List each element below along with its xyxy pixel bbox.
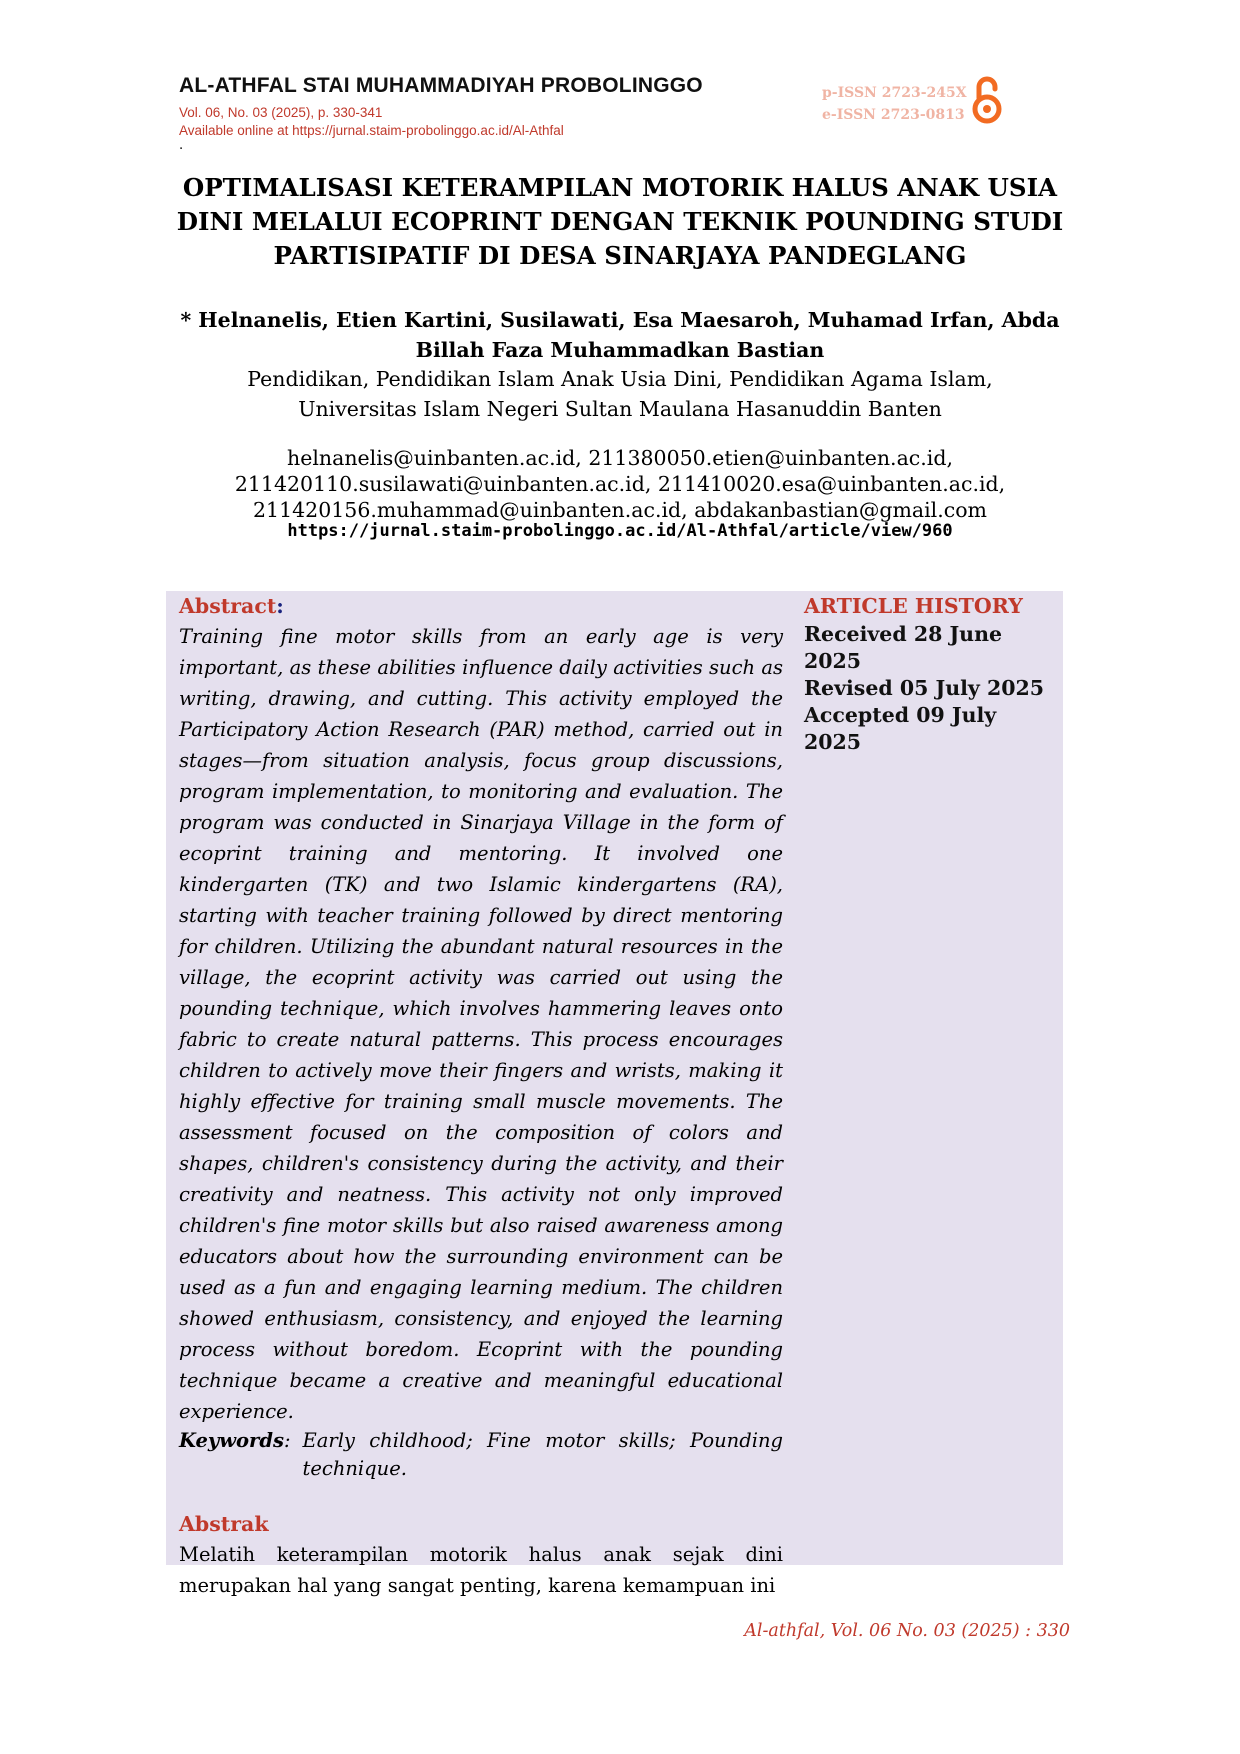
- abstract-text: Training fine motor skills from an early age is very important, as these abilities influence daily activities such as writing, drawing, and cutting. This activity employed the Participatory Action Research (PAR) method, carried out in stages—from situation analysis, focus group discussions, program implementation, to monitoring and evaluation. The program was conducted in Sinarjaya Village in the form of ecoprint training and mentoring. It involved one kindergarten (TK) and two Islamic kindergartens (RA), starting with teacher training followed by direct mentoring for children. Utilizing the abundant natural resources in the village, the ecoprint activity was carried out using the pounding technique, which involves hammering leaves onto fabric to create natural patterns. This process encourages children to actively move their fingers and wrists, making it highly effective for training small muscle movements. The assessment focused on the composition of colors and shapes, children's consistency during the activity, and their creativity and neatness. This activity not only improved children's fine motor skills but also raised awareness among educators about how the surrounding environment can be used as a fun and engaging learning medium. The children showed enthusiasm, consistency, and enjoyed the learning process without boredom. Ecoprint with the pounding technique became a creative and meaningful educational experience.: [179, 625, 783, 1423]
- header-dot: .: [179, 138, 184, 153]
- journal-header: [179, 74, 879, 152]
- abstrak-heading: Abstrak: [179, 1512, 269, 1536]
- affiliation: [160, 364, 1080, 424]
- abstrak-text: Melatih keterampilan motorik halus anak sejak dini merupakan hal yang sangat penting, karena kemampuan ini: [179, 1543, 783, 1597]
- email-line[interactable]: 211420110.susilawati@uinbanten.ac.id, 211410020.esa@uinbanten.ac.id,: [234, 472, 1006, 496]
- p-issn: p-ISSN 2723-245X: [822, 85, 967, 101]
- author-list: * Helnanelis, Etien Kartini, Susilawati, Esa Maesaroh, Muhamad Irfan, Abda Billah Faza Muhammadkan Bastian: [180, 308, 1060, 362]
- history-revised: Revised 05 July 2025: [804, 676, 1044, 700]
- volume-info: Vol. 06, No. 03 (2025), p. 330-341: [179, 105, 383, 120]
- abstract-heading: [179, 591, 783, 621]
- issn-block: [822, 82, 967, 126]
- email-line[interactable]: helnanelis@uinbanten.ac.id, 211380050.etien@uinbanten.ac.id,: [287, 446, 953, 470]
- available-online-link[interactable]: Available online at https://jurnal.staim-probolinggo.ac.id/Al-Athfal: [179, 123, 564, 138]
- keywords-row: [179, 1427, 783, 1483]
- keywords-label: Keywords: [179, 1429, 284, 1452]
- article-url[interactable]: https://jurnal.staim-probolinggo.ac.id/Al-Athfal/article/view/960: [287, 521, 953, 541]
- abstract-column: [179, 591, 783, 1601]
- author-emails: [160, 445, 1080, 523]
- open-access-icon: [970, 74, 1004, 126]
- article-history: [804, 591, 1059, 756]
- email-line[interactable]: 211420156.muhammad@uinbanten.ac.id, abdakanbastian@gmail.com: [252, 498, 988, 522]
- page-footer: Al-athfal, Vol. 06 No. 03 (2025) : 330: [744, 1621, 1070, 1641]
- keywords-separator: :: [283, 1429, 291, 1452]
- history-received: Received 28 June 2025: [804, 622, 1003, 673]
- abstract-heading-label: Abstract: [179, 594, 277, 618]
- e-issn: e-ISSN 2723-0813: [822, 107, 965, 123]
- abstract-heading-colon: :: [276, 594, 284, 618]
- paper-title: OPTIMALISASI KETERAMPILAN MOTORIK HALUS ANAK USIA DINI MELALUI ECOPRINT DENGAN TEKNIK POUNDING STUDI PARTISIPATIF DI DESA SINARJAYA PANDEGLANG: [176, 173, 1064, 270]
- history-heading: ARTICLE HISTORY: [804, 594, 1023, 618]
- history-accepted: Accepted 09 July 2025: [804, 703, 997, 754]
- keywords-text: Early childhood; Fine motor skills; Pounding technique.: [302, 1429, 783, 1480]
- journal-name: AL-ATHFAL STAI MUHAMMADIYAH PROBOLINGGO: [179, 74, 703, 97]
- affiliation-line: Pendidikan, Pendidikan Islam Anak Usia Dini, Pendidikan Agama Islam,: [247, 367, 993, 391]
- affiliation-line: Universitas Islam Negeri Sultan Maulana Hasanuddin Banten: [298, 397, 942, 421]
